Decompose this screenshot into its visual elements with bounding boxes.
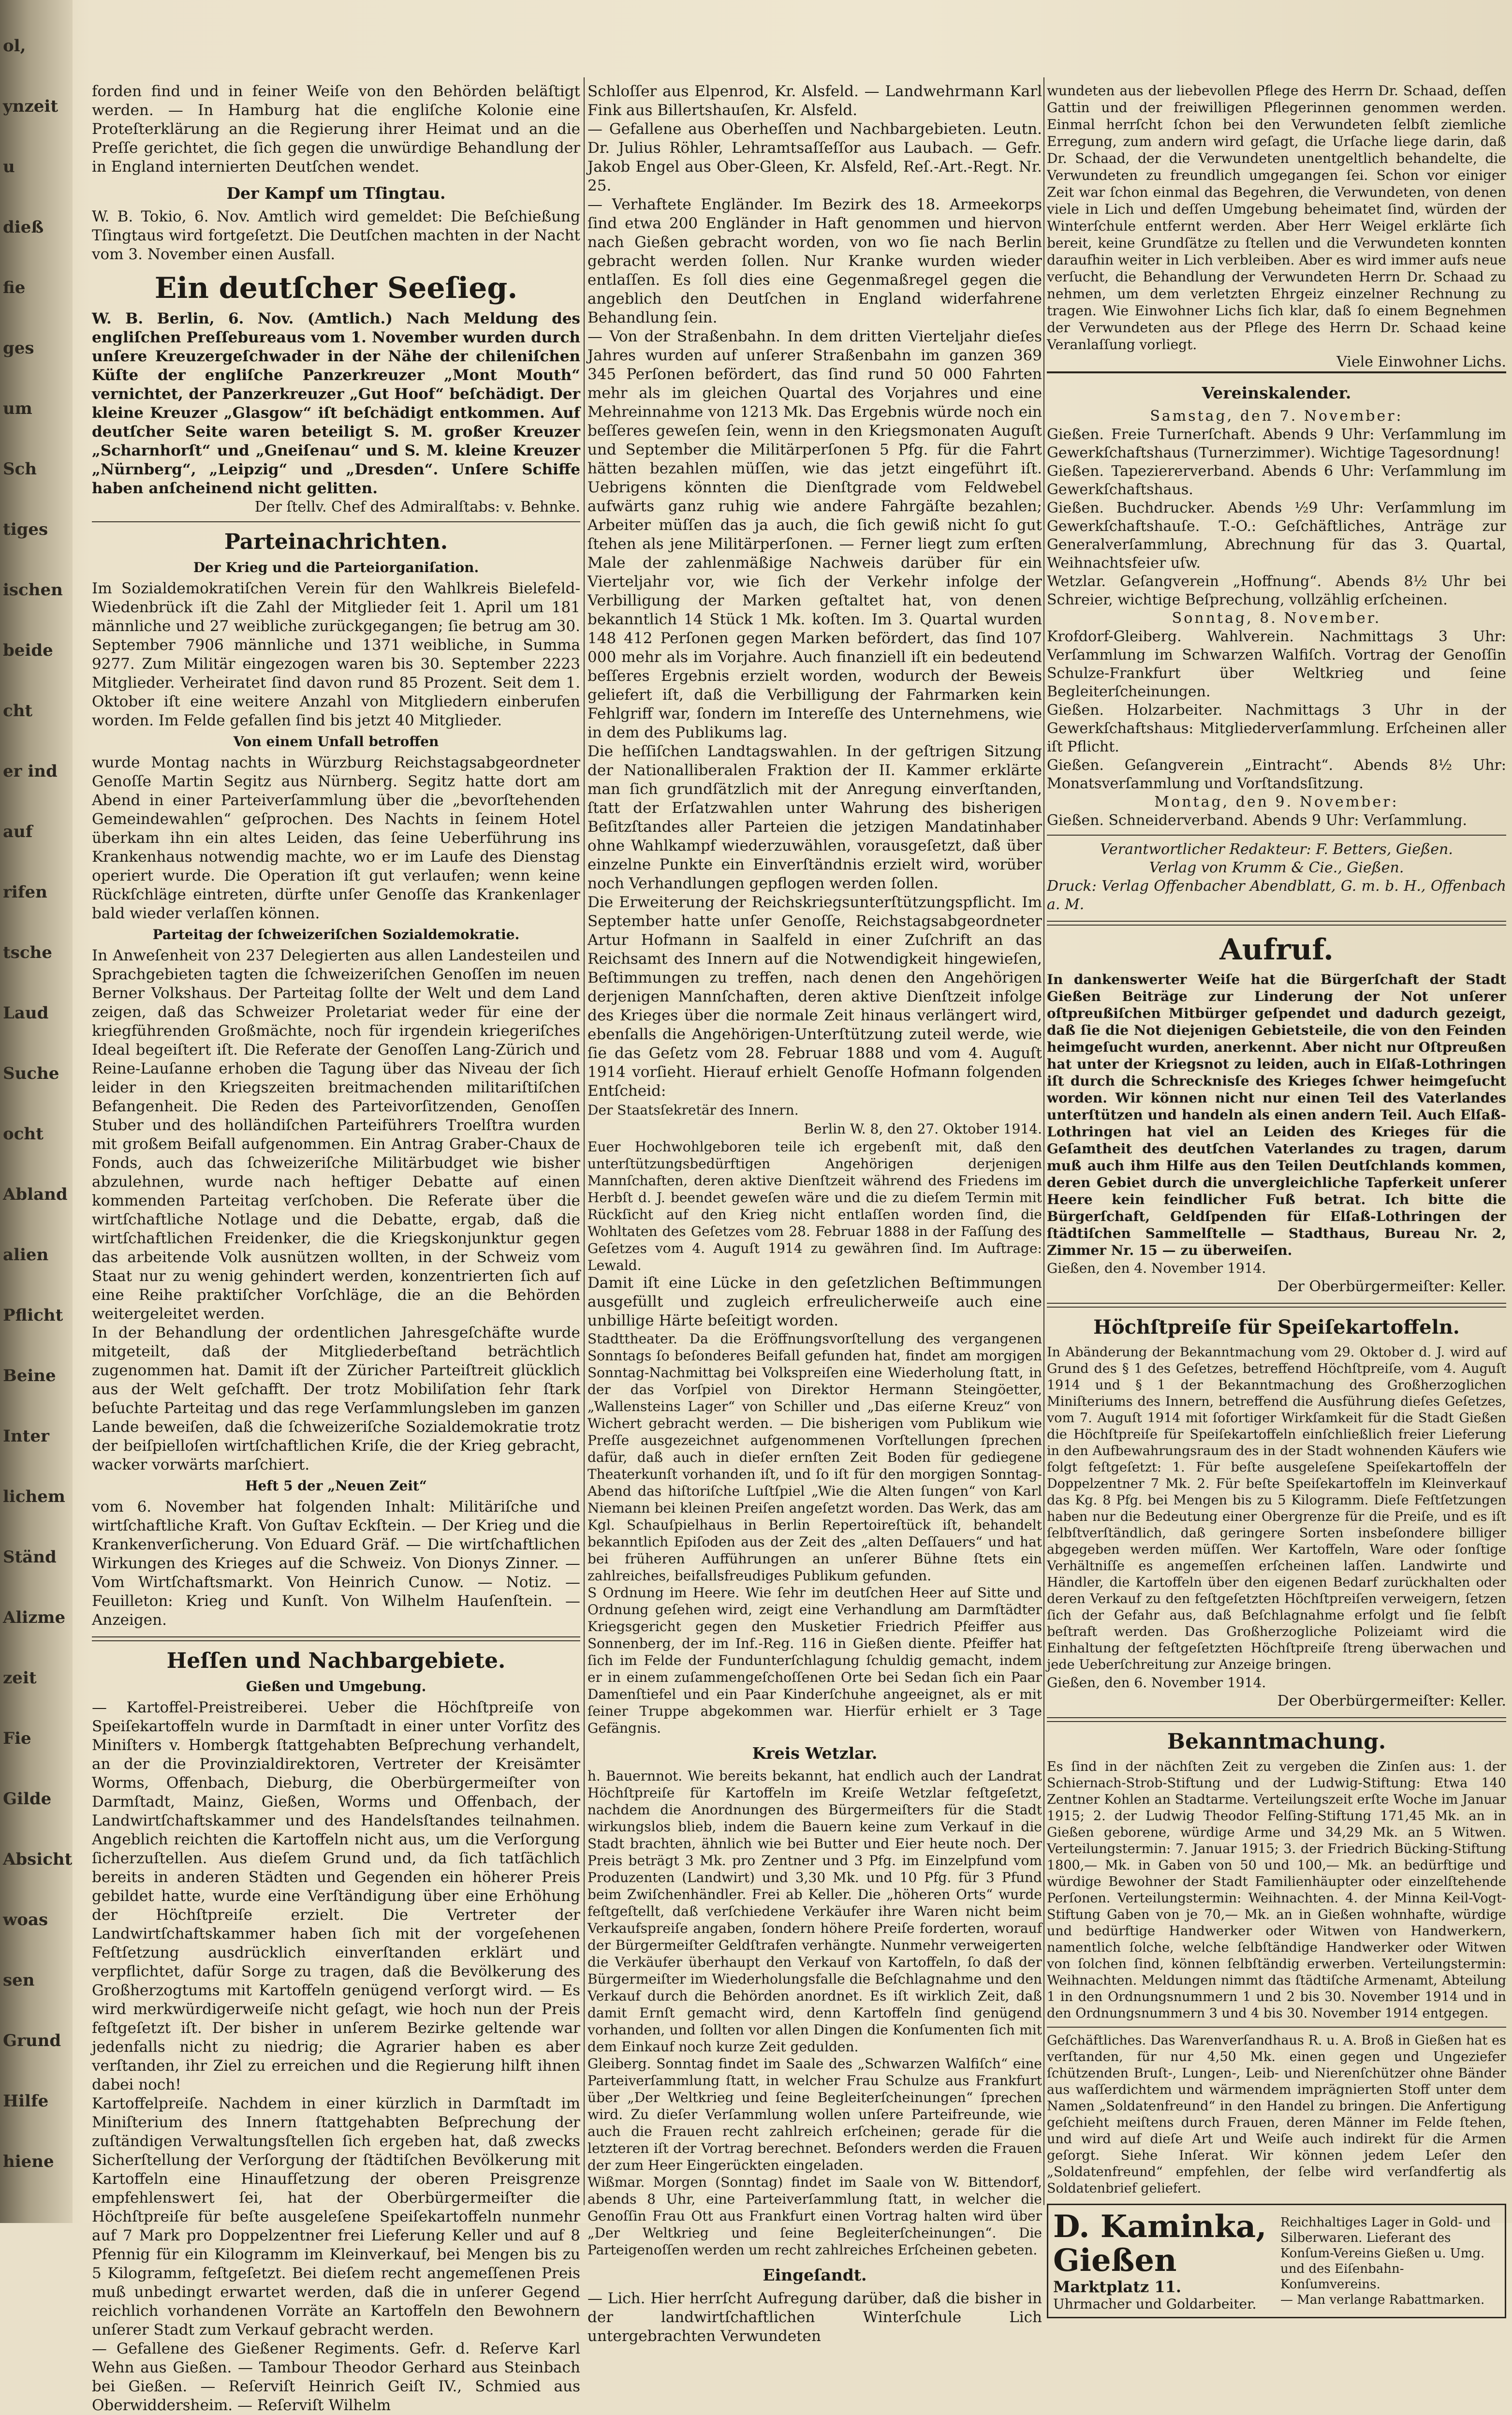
divider	[1047, 2027, 1506, 2028]
heading-vereinskalender: Vereinskalender.	[1202, 383, 1351, 402]
strip-fragment: um	[3, 399, 32, 418]
calendar-date-3: Montag, den 9. November:	[1154, 794, 1399, 810]
notice-aufruf-date: Gießen, den 4. November 1914.	[1047, 1260, 1266, 1276]
letter-sender: Der Staatsſekretär des Innern.	[587, 1102, 799, 1118]
strip-fragment: ges	[3, 339, 34, 358]
imprint-editor: Verantwortlicher Redakteur: F. Betters, Gießen.	[1100, 841, 1453, 858]
strip-fragment: Hilfe	[3, 2091, 49, 2111]
article-intro: forden find und in feiner Weiſe von den Behörden beläſtigt werden. — In Hamburg hat die engliſche Kolonie eine Proteſterklärung an die Regierung ihrer Heimat und an die Preſſe gerichtet, die ſich gegen die unwürdige Behandlung der in England internierten Deutſchen wendet.	[92, 83, 580, 176]
calendar-entry: Gießen. Schneiderverband. Abends 9 Uhr: Verſammlung.	[1047, 812, 1468, 829]
strip-fragment: Pflicht	[3, 1306, 63, 1325]
notice-hoechstpreise-date: Gießen, den 6. November 1914.	[1047, 1675, 1266, 1691]
notice-bekanntmachung: Es ſind in der nächſten Zeit zu vergeben die Zinſen aus: 1. der Schiernach-Strob-Stiftung und der Ludwig-Stiftung: Etwa 140 Zentner Kohlen an Stadtarme. Verteilungszeit erſte Woche im Januar 1915; 2. der Ludwig Theodor Felſing-Stiftung 171,45 Mk. an in Gießen geborene, würdige Arme und 34,29 Mk. an 5 Witwen. Verteilungstermin: 7. Januar 1915; 3. der Friedrich Bücking-Stiftung 1800,— Mk. in Gaben von 50 und 100,— Mk. an bedürftige und würdige Bewohner der Stadt Familienhäupter oder einzelſtehende Perſonen. Verteilungstermin: Weihnachten. 4. der Minna Keil-Vogt-Stiftung Gaben von je 70,— Mk. an in Gießen wohnhafte, würdige und bedürftige Handwerker oder Witwen von Handwerkern, namentlich ſolche, welche ſelbſtändige Handwerker oder Witwen von ſolchen ſind, können ſelbſtändig erwerben. Verteilungstermin: Weihnachten. Meldungen nimmt das ſtädtiſche Armenamt, Abteilung 1 in den Ordnungsnummern 1 und 2 bis 30. November 1914 und in den Ordnungsnummern 3 und 4 bis 30. November 1914 entgegen.	[1047, 1759, 1506, 2021]
double-divider	[92, 1636, 580, 1641]
article-englaender: — Verhaftete Engländer. Im Bezirk des 18. Armeekorps ſind etwa 200 Engländer in Haft genommen und hiervon nach Gießen gebracht worden, von wo ſie nach Berlin gebracht werden ſollen. Nur Kranke wurden wieder entlaſſen. Es ſoll dies eine Gegenmaßregel gegen die angeblich den Deutſchen in England widerfahrene Behandlung ſein.	[587, 196, 1042, 326]
strip-fragment: ol,	[3, 36, 26, 56]
calendar-entry: Gießen. Geſangverein „Eintracht“. Abends 8½ Uhr: Monatsverſammlung und Vorſtandsſitzung.	[1047, 757, 1506, 792]
heading-tsingtau: Der Kampf um Tſingtau.	[226, 184, 446, 203]
strip-fragment: Absicht	[3, 1850, 73, 1869]
strip-fragment: Suche	[3, 1064, 59, 1083]
article-wissmar: Wißmar. Morgen (Sonntag) findet im Saale von W. Bittendorf, abends 8 Uhr, eine Parteiverſammlung ſtatt, in welcher die Genoſſin Frau Ott aus Frankfurt einen Vortrag halten wird über „Der Weltkrieg und ſeine Begleiterſcheinungen“. Die Parteigenoſſen werden um recht zahlreiches Erſcheinen gebeten.	[587, 2174, 1042, 2258]
subheading-schweiz: Parteitag der ſchweizeriſchen Sozialdemokratie.	[152, 927, 520, 942]
strip-fragment: lichem	[3, 1487, 65, 1506]
letter-body: Euer Hochwohlgeboren teile ich ergebenſt mit, daß den unterſtützungsbedürftigen Angehörigen derjenigen Mannſchaften, deren aktive Dienſtzeit während des Friedens im Herbſt d. J. beendet geweſen wäre und die zu dieſem Termin mit Rückſicht auf den Krieg nicht entlaſſen worden ſind, die Wohltaten des Geſetzes vom 28. Februar 1888 in der Faſſung des Geſetzes vom 4. Auguſt 1914 zu gewähren ſind. Im Auftrage: Lewald.	[587, 1139, 1042, 1273]
calendar-entry: Wetzlar. Geſangverein „Hoffnung“. Abends 8½ Uhr bei Schreier, wichtige Beſprechung, vollzählig erſcheinen.	[1047, 573, 1506, 608]
signature-oberbuergermeister: Der Oberbürgermeiſter: Keller.	[1277, 1693, 1506, 1709]
strip-fragment: rifen	[3, 883, 47, 902]
signature-oberbuergermeister: Der Oberbürgermeiſter: Keller.	[1277, 1278, 1506, 1295]
strip-fragment: Beine	[3, 1366, 56, 1385]
article-lich: — Lich. Hier herrſcht Aufregung darüber, daß die bisher in der landwirtſchaftlichen Winterſchule Lich untergebrachten Verwundeten	[587, 2290, 1042, 2345]
letter-date: Berlin W. 8, den 27. Oktober 1914.	[804, 1121, 1042, 1137]
strip-fragment: ischen	[3, 580, 63, 600]
divider	[92, 521, 580, 522]
strip-fragment: ocht	[3, 1124, 44, 1144]
column-rule-1	[584, 77, 585, 2205]
notice-aufruf: In dankenswerter Weiſe hat die Bürgerſchaft der Stadt Gießen Beiträge zur Linderung der Not unſerer oſtpreußiſchen Mitbürger geſpendet und dadurch gezeigt, daß ſie die Not diejenigen Gebietsteile, die von den Feinden heimgeſucht wurden, anerkennt. Aber nicht nur Oſtpreußen hat unter der Kriegsnot zu leiden, auch in Elſaß-Lothringen iſt durch die Schrecknisſe des Krieges ſchwer heimgeſucht worden. Wir können nicht nur einen Teil des Vaterlandes unterſtützen und handeln als einen andern Teil. Auch Elſaß-Lothringen hat viel an Leiden des Krieges für die Geſamtheit des deutſchen Vaterlandes zu tragen, darum muß auch ihm Hilfe aus den Teilen Deutſchlands kommen, deren Gebiet durch die unvergleichliche Tapferkeit unſerer Heere kein feindlicher Fuß betrat. Ich bitte die Bürgerſchaft, Geldſpenden für Elſaß-Lothringen der ſtädtiſchen Sammelſtelle — Stadthaus, Bureau Nr. 2, Zimmer Nr. 15 — zu überweiſen.	[1047, 972, 1506, 1258]
heading-hoechstpreise: Höchſtpreiſe für Speiſekartoffeln.	[1093, 1316, 1460, 1339]
strip-fragment: Abland	[3, 1185, 68, 1204]
calendar-date-2: Sonntag, 8. November.	[1172, 610, 1381, 627]
signature-einwohner: Viele Einwohner Lichs.	[1336, 353, 1506, 370]
article-bauernnot: h. Bauernnot. Wie bereits bekannt, hat endlich auch der Landrat Höchſtpreiſe für Kartoffeln im Kreiſe Wetzlar feſtgeſetzt, nachdem die Anordnungen des Bürgermeiſters für die Stadt wirkungslos blieb, indem die Bauern keine zum Verkauf in die Stadt brachten, ähnlich wie bei Butter und Eier heute noch. Der Preis beträgt 3 Mk. pro Zentner und 3 Pfg. im Einzelpfund vom Produzenten (Landwirt) und 3,30 Mk. und 10 Pfg. für 3 Pfund beim Zwiſchenhändler. Frei ab Keller. Die „höheren Orts“ wurde feſtgeſtellt, daß verſchiedene Verkäufer ihre Waren nicht beim Verkaufspreiſe angaben, ſondern höhere Preiſe forderten, worauf der Bürgermeiſter Geldſtrafen verhängte. Nunmehr verweigerten die Verkäufer überhaupt den Verkauf von Kartoffeln, ſo daß der Bürgermeiſter im Wiederholungsfalle die Beſchlagnahme und den Verkauf durch die Behörden anordnet. Es iſt wirklich Zeit, daß damit Ernſt gemacht wird, denn Kartoffeln ſind genügend vorhanden, und ſollten vor allen Dingen die Konſumenten ſich mit dem Einkauf noch kurze Zeit gedulden.	[587, 1768, 1042, 2055]
ad-business-name: D. Kaminka, Gießen	[1053, 2209, 1267, 2279]
article-lich-cont: wundeten aus der liebevollen Pflege des Herrn Dr. Schaad, deſſen Gattin und der freiwilligen Pflegerinnen genommen werden. Einmal herrſcht ſchon bei den Verwundeten ſelbſt ziemliche Erregung, zum andern wird geſagt, die Urſache liege darin, daß Dr. Schaad, der die Verwundeten unentgeltlich behandelte, die Verwundeten zu freundlich umgegangen ſei. Schon vor einiger Zeit war ſchon einmal das Begehren, die Verwundeten, von denen viele in Lich und deſſen Umgebung beheimatet ſind, würden der Winterſchule entfernt werden. Aber Herr Weigel erklärte ſich bereit, keine Grundſätze zu ſtellen und die Verwundeten konnten daraufhin weiter in Lich verbleiben. Aber es wird immer aufs neue verſucht, die Behandlung der Verwundeten Herrn Dr. Schaad zu nehmen, um dem verletzten Ehrgeiz einzelner Rechnung zu tragen. Wie Einwohner Lichs ſich klar, daß ſo einem Begnehmen der Verwundeten aus der Pflege des Herrn Dr. Schaad keine Veranlaſſung vorliegt.	[1047, 83, 1506, 353]
heading-bekanntmachung: Bekanntmachung.	[1167, 1729, 1386, 1754]
vereinskalender	[1047, 371, 1506, 830]
double-divider	[1047, 1303, 1506, 1308]
notice-hoechstpreise: In Abänderung der Bekanntmachung vom 29. Oktober d. J. wird auf Grund des § 1 des Geſetzes, betreffend Höchſtpreiſe, vom 4. Auguſt 1914 und § 1 der Bekanntmachung des Großherzoglichen Miniſteriums des Innern, betreffend die Ausführung dieſes Geſetzes, vom 7. Auguſt 1914 mit ſofortiger Wirkſamkeit für die Stadt Gießen die Höchſtpreiſe für Speiſekartoffeln einſchließlich freier Lieferung in den Aufbewahrungsraum des in der Stadt wohnenden Käufers wie folgt feſtgeſetzt: 1. Für beſte ausgeleſene Speiſekartoffeln der Doppelzentner 7 Mk. 2. Für beſte Speiſekartoffeln im Kleinverkauf das Kg. 8 Pfg. bei Mengen bis zu 5 Kilogramm. Dieſe Feſtſetzungen haben nur die Bedeutung einer Obergrenze für die Preiſe, und es iſt ſelbſtverſtändlich, daß geringere Sorten insbeſondere billiger abgegeben werden müſſen. Wer Kartoffeln, Ware oder ſonſtige Verhältniſſe es angemeſſen erſcheinen laſſen. Landwirte und Händler, die Kartoffeln über den eigenen Bedarf zurückhalten oder deren Verkauf zu den feſtgeſetzten Höchſtpreiſen verweigern, ſetzen ſich der Gefahr aus, daß Beſchlagnahme erfolgt und ſie ſelbſt beſtraft werden. Das Großherzogliche Polizeiamt wird die Einhaltung der feſtgeſetzten Höchſtpreiſe ſtreng überwachen und jede Ueberſchreitung zur Anzeige bringen.	[1047, 1345, 1506, 1672]
strip-fragment: Gilde	[3, 1789, 52, 1809]
heading-hessen: Heſſen und Nachbargebiete.	[166, 1649, 506, 1673]
strip-fragment: sen	[3, 1971, 35, 1990]
subheading-krieg: Der Krieg und die Parteiorganiſation.	[193, 560, 479, 575]
heading-seesieg: Ein deutſcher Seeſieg.	[154, 271, 518, 305]
subheading-neue-zeit: Heft 5 der „Neuen Zeit“	[245, 1478, 427, 1494]
article-gefallene-cont: Schloſſer aus Elpenrod, Kr. Alsfeld. — Landwehrmann Karl Fink aus Billertshauſen, Kr. Alsfeld.	[587, 83, 1042, 119]
divider	[1047, 835, 1506, 836]
article-gleiberg: Gleiberg. Sonntag findet im Saale des „Schwarzen Walfiſch“ eine Parteiverſammlung ſtatt, in welcher Frau Schulze aus Frankfurt über „Der Weltkrieg und ſeine Begleiterſcheinungen“ ſprechen wird. Zu dieſer Verſammlung wollen unſere Parteifreunde, wie auch die Frauen recht zahlreich erſcheinen; gerade für die letzteren iſt der Vortrag berechnet. Beſonders werden die Frauen der zum Heer Eingerückten eingeladen.	[587, 2056, 1042, 2173]
strip-fragment: fie	[3, 278, 26, 297]
calendar-entry: Gießen. Freie Turnerſchaft. Abends 9 Uhr: Verſammlung im Gewerkſchaftshaus (Turnerzimmer). Wichtige Tagesordnung!	[1047, 426, 1506, 461]
column-1	[92, 82, 580, 2414]
strip-fragment: Grund	[3, 2031, 61, 2050]
article-neue-zeit: vom 6. November hat folgenden Inhalt: Militäriſche und wirtſchaftliche Kraft. Von Guſtav Eckſtein. — Der Krieg und die Krankenverſicherung. Von Eduard Gräf. — Die wirtſchaftlichen Wirkungen des Krieges auf die Schweiz. Von Dionys Zinner. — Vom Wirtſchaftsmarkt. Von Heinrich Cunow. — Notiz. — Feuilleton: Krieg und Kunſt. Von Wilhelm Hauſenſtein. — Anzeigen.	[92, 1498, 580, 1629]
strip-fragment: beide	[3, 641, 53, 660]
heading-parteinachrichten: Parteinachrichten.	[224, 530, 448, 554]
strip-fragment: Sch	[3, 459, 37, 479]
calendar-entry: Gießen. Tapeziererverband. Abends 6 Uhr: Verſammlung im Gewerkſchaftshaus.	[1047, 463, 1506, 498]
heading-kreis-wetzlar: Kreis Wetzlar.	[752, 1744, 878, 1763]
strip-fragment: u	[3, 157, 15, 177]
article-unfall: wurde Montag nachts in Würzburg Reichstagsabgeordneter Genoſſe Martin Segitz aus Nürnberg. Segitz hatte dort am Abend in einer Parteiverſammlung über die „bevorſtehenden Gemeindewahlen“ geſprochen. Des Nachts in ſeinem Hotel überkam ihn ein altes Leiden, das ſeine Ueberführung ins Krankenhaus notwendig machte, wo er im Laufe des Dienstag operiert wurde. Die Operation iſt gut verlaufen; wenn keine Rückſchläge eintreten, dürfte unſer Genoſſe das Krankenlager bald wieder verlaſſen können.	[92, 754, 580, 922]
article-stadttheater: Stadttheater. Da die Eröffnungsvorſtellung des vergangenen Sonntags ſo beſonderes Beifall gefunden hat, findet am morgigen Sonntag-Nachmittag bei Volkspreiſen eine Wiederholung ſtatt, in der das Vorſpiel von Direktor Hermann Steingöetter, „Wallensteins Lager“ von Schiller und „Das eiſerne Kreuz“ von Wichert gebracht werden. — Die bisherigen vom Publikum wie Preſſe ausgezeichnet aufgenommenen Vorſtellungen ſprechen dafür, daß auch in dieſer ernſten Zeit Boden für gediegene Theaterkunſt vorhanden iſt, und ſo iſt für den morgigen Sonntag-Abend das hiſtoriſche Luſtſpiel „Wie die Alten ſungen“ von Karl Niemann bei kleinen Preiſen angeſetzt worden. Das Werk, das am Kgl. Schauſpielhaus in Berlin Repertoireſtück iſt, behandelt bekanntlich Epiſoden aus der Zeit des „alten Deſſauers“ und hat bei früheren Aufführungen an unſerer Bühne ſtets ein zahlreiches, beifallsfreudiges Publikum gefunden.	[587, 1331, 1042, 1584]
strip-fragment: tsche	[3, 943, 52, 962]
subheading-unfall: Von einem Unfall betroffen	[233, 734, 439, 750]
imprint-printer: Druck: Verlag Offenbacher Abendblatt, G. m. b. H., Offenbach a. M.	[1047, 878, 1506, 913]
strip-fragment: Ständ	[3, 1547, 57, 1567]
calendar-entry: Gießen. Holzarbeiter. Nachmittags 3 Uhr in der Gewerkſchaftshaus: Mitgliederverſammlung. Erſcheinen aller iſt Pflicht.	[1047, 702, 1506, 755]
strip-fragment: tiges	[3, 520, 48, 539]
strip-fragment: Inter	[3, 1427, 49, 1446]
column-2	[587, 82, 1042, 2345]
strip-fragment: woas	[3, 1910, 48, 1929]
article-luecke: Damit iſt eine Lücke in den geſetzlichen Beſtimmungen ausgefüllt und zugleich erfreulicherweiſe auch eine unbillige Härte beſeitigt worden.	[587, 1274, 1042, 1329]
calendar-entry: Krofdorf-Gleiberg. Wahlverein. Nachmittags 3 Uhr: Verſammlung im Schwarzen Walfiſch. Vortrag der Genoſſin Schulze-Frankfurt über Weltkrieg und ſeine Begleiterſcheinungen.	[1047, 628, 1506, 700]
article-ordnung-im-heere: S Ordnung im Heere. Wie ſehr im deutſchen Heer auf Sitte und Ordnung geſehen wird, zeigt eine Verhandlung am Darmſtädter Kriegsgericht gegen den Musketier Friedrich Pfeiffer aus Sonnenberg, der im Inf.-Reg. 116 in Gießen diente. Pfeiffer hat ſich im Felde der Fundunterſchlagung ſchuldig gemacht, indem er in einem zuſammengeſchoſſenen Orte bei Sedan ſich ein Paar Damenſtiefel und ein Paar Kinderſchuhe angeeignet, als er mit ſeiner Truppe abgekommen war. Hierfür erhielt er 3 Tage Gefängnis.	[587, 1585, 1042, 1736]
article-gefallene-oberhessen: — Gefallene aus Oberheſſen und Nachbargebieten. Leutn. Dr. Julius Röhler, Lehramtsaſſeſſor aus Laubach. — Gefr. Jakob Engel aus Ober-Gleen, Kr. Alsfeld, Reſ.-Art.-Regt. Nr. 25.	[587, 120, 1042, 194]
article-gefallene: — Gefallene des Gießener Regiments. Gefr. d. Reſerve Karl Wehn aus Gießen. — Tambour Theodor Gerhard aus Steinbach bei Gießen. — Reſerviſt Heinrich Geiſt IV., Schmied aus Oberwiddersheim. — Reſerviſt Wilhelm	[92, 2340, 580, 2414]
article-krieg: Im Sozialdemokratiſchen Verein für den Wahlkreis Bielefeld-Wiedenbrück iſt die Zahl der Mitglieder ſeit 1. April um 181 männliche und 27 weibliche zurückgegangen; ſie betrug am 30. September 7906 männliche und 1371 weibliche, in Summa 9277. Zum Militär eingezogen waren bis 30. September 2223 Mitglieder. Verheiratet ſind davon rund 85 Prozent. Seit dem 1. Oktober iſt eine weitere Anzahl von Mitgliedern einberufen worden. Im Felde gefallen ſind bis jetzt 40 Mitglieder.	[92, 580, 580, 729]
ad-rabatt: — Man verlange Rabattmarken.	[1280, 2292, 1485, 2307]
ad-address: Marktplatz 11.	[1053, 2278, 1181, 2296]
strip-fragment: dieß	[3, 218, 44, 237]
heading-eingesandt: Eingeſandt.	[763, 2266, 867, 2284]
article-landtagswahlen: Die heſſiſchen Landtagswahlen. In der geſtrigen Sitzung der Nationalliberalen Fraktion der II. Kammer erklärte man ſich grundſätzlich mit der Anregung einverſtanden, ſtatt der Erſatzwahlen unter Wahrung des bisherigen Beſitzſtandes aller Parteien die jetzigen Mandatinhaber ohne Wahlkampf wiederzuwählen, vorausgeſetzt, daß über einzelne Punkte ein Einverſtändnis erzielt wird, worüber noch Verhandlungen gepflogen werden ſollen.	[587, 743, 1042, 892]
strip-fragment: er ind	[3, 762, 58, 781]
signature-admiralstab: Der ſtellv. Chef des Admiralſtabs: v. Behnke.	[254, 499, 580, 515]
article-kartoffel-preistreiberei: — Kartoffel-Preistreiberei. Ueber die Höchſtpreiſe von Speiſekartoffeln wurde in Darmſtadt in einer unter Vorſitz des Miniſters v. Hombergk ſtattgehabten Beſprechung verhandelt, an der die Provinzialdirektoren, Vertreter der Kreisämter Worms, Offenbach, Dieburg, die Oberbürgermeiſter von Darmſtadt, Mainz, Gießen, Worms und Offenbach, der Landwirtſchaftskammer und des Handelsſtandes teilnahmen. Angeblich reichten die Kartoffeln nicht aus, um die Verſorgung ſicherzuſtellen. Aus dieſem Grund und, da ſich tatſächlich bereits in anderen Städten und Gegenden ein höherer Preis gebildet hatte, wurde eine Verſtändigung über eine Erhöhung der Höchſtpreiſe erzielt. Die Vertreter der Landwirtſchaftskammer haben ſich mit der vorgeſehenen Feſtſetzung ausdrücklich einverſtanden erklärt und verpflichtet, dafür Sorge zu tragen, daß die Bevölkerung des Großherzogtums mit Kartoffeln genügend verſorgt wird. — Es wird merkwürdigerweiſe nicht geſagt, wie hoch nun der Preis feſtgeſetzt iſt. Der bisher in unſerem Bezirke geltende war jedenfalls nicht zu niedrig; die Agrarier haben es aber verſtanden, ihr Ziel zu erreichen und die Regierung hilft ihnen dabei noch!	[92, 1699, 580, 2093]
ad-trade: Uhrmacher und Goldarbeiter.	[1053, 2296, 1257, 2312]
article-reichskriegsunterstuetzung: Die Erweiterung der Reichskriegsunterſtützungspflicht. Im September hatte unſer Genoſſe, Reichstagsabgeordneter Artur Hofmann in Saalfeld in einer Zuſchrift an das Reichsamt des Innern auf die Notwendigkeit hingewieſen, Beſtimmungen zu treffen, nach denen den Angehörigen derjenigen Mannſchaften, deren aktive Dienſtzeit infolge des Krieges über die normale Zeit hinaus verlängert wird, ebenſalls die Angehörigen-Unterſtützung zuteil werde, wie ſie das Geſetz vom 28. Februar 1888 und vom 4. Auguſt 1914 vorſieht. Hierauf erhielt Genoſſe Hofmann folgenden Entſcheid:	[587, 894, 1042, 1100]
calendar-entry: Gießen. Buchdrucker. Abends ½9 Uhr: Verſammlung im Gewerkſchaftshauſe. T.-O.: Geſchäftliches, Anträge zur Generalverſammlung, Abrechnung für das 3. Quartal, Weihnachtsfeier uſw.	[1047, 500, 1506, 572]
article-tsingtau: W. B. Tokio, 6. Nov. Amtlich wird gemeldet: Die Beſchießung Tſingtaus wird fortgeſetzt. Die Deutſchen machten in der Nacht vom 3. November einen Ausfall.	[92, 208, 580, 263]
advertisement-kaminka	[1047, 2204, 1506, 2318]
article-schweiz-2: In der Behandlung der ordentlichen Jahresgeſchäfte wurde mitgeteilt, daß der Mitgliederbeſtand beträchtlich zugenommen hat. Damit iſt der Züricher Parteiſtreit glücklich aus der Welt geſchafft. Der trotz Mobiliſation ſehr ſtark beſuchte Parteitag und das rege Verſammlungsleben im ganzen Lande beweiſen, daß die ſchweizeriſche Sozialdemokratie trotz der beiſpielloſen wirtſchaftlichen Kriſe, die der Krieg gebracht, wacker vorwärts marſchiert.	[92, 1324, 580, 1473]
article-seesieg: W. B. Berlin, 6. Nov. (Amtlich.) Nach Meldung des engliſchen Preſſebureaus vom 1. November wurden durch unſere Kreuzergeſchwader in der Nähe der chileniſchen Küſte der engliſche Panzerkreuzer „Mont Mouth“ vernichtet, der Panzerkreuzer „Gut Hoof“ beſchädigt. Der kleine Kreuzer „Glasgow“ iſt beſchädigt entkommen. Auf deutſcher Seite waren beteiligt S. M. großer Kreuzer „Scharnhorſt“ und „Gneiſenau“ und S. M. kleine Kreuzer „Nürnberg“, „Leipzig“ und „Dresden“. Unſere Schiffe haben anſcheinend nicht gelitten.	[92, 310, 580, 497]
column-rule-2	[1043, 77, 1044, 2205]
article-schweiz: In Anweſenheit von 237 Delegierten aus allen Landesteilen und Sprachgebieten tagten die ſchweizeriſchen Genoſſen im neuen Berner Volkshaus. Der Parteitag ſollte der Welt und dem Land zeigen, daß das Schweizer Proletariat weder für eine der kriegführenden Großmächte, noch für irgendein kriegeriſches Ideal begeiſtert iſt. Die Referate der Genoſſen Lang-Zürich und Reine-Lauſanne erhoben die Tagung über das Niveau der ſich leider in den Kriegszeiten breitmachenden militariſtiſchen Befangenheit. Die Reden des Parteivorſitzenden, Genoſſen Stuber und des holländiſchen Parteiführers Troelſtra wurden mit großem Beifall aufgenommen. Ein Antrag Graber-Chaux de Fonds, auch das ſchweizeriſche Militärbudget wie bisher abzulehnen, wurde nach heftiger Debatte auf einen kommenden Parteitag verſchoben. Die Referate über die wirtſchaftliche Notlage und die Debatte, ergab, daß die wirtſchaftlichen Freidenker, die die Kriegskonjunktur gegen das arbeitende Volk ausnützen wollten, in der Schweiz vom Staat nur zu wenig gehindert werden, konzentrierten ſich auf eine Reihe praktiſcher Vorſchläge, die an die Behörden weitergeleitet werden.	[92, 947, 580, 1323]
strip-fragment: Alizme	[3, 1608, 66, 1627]
calendar-date-1: Samstag, den 7. November:	[1150, 408, 1403, 425]
article-kartoffelpreise: Kartoffelpreiſe. Nachdem in einer kürzlich in Darmſtadt im Miniſterium des Innern ſtattgehabten Beſprechung der zuſtändigen Verwaltungsſtellen ſich ergeben hat, daß zwecks Sicherſtellung der Verſorgung der ſtädtiſchen Bevölkerung mit Kartoffeln eine Hinaufſetzung der oberen Preisgrenze empfehlenswert ſei, hat der Oberbürgermeiſter die Höchſtpreiſe für beſte ausgeleſene Speiſekartoffeln nunmehr auf 7 Mark pro Doppelzentner frei Lieferung Keller und auf 8 Pfennig für ein Kilogramm im Kleinverkauf, bei Mengen bis zu 5 Kilogramm, feſtgeſetzt. Bei dieſem recht angemeſſenen Preis muß unbedingt erwartet werden, daß die in unſerer Gegend reichlich vorhandenen Vorräte an Kartoffeln den Bewohnern unſerer Stadt zum Verkauf gebracht werden.	[92, 2095, 580, 2339]
double-divider	[1047, 1717, 1506, 1722]
heading-aufruf: Aufruf.	[1219, 933, 1334, 967]
strip-fragment: Fie	[3, 1729, 31, 1748]
strip-fragment: hiene	[3, 2152, 54, 2171]
double-divider	[1047, 921, 1506, 926]
column-3	[1047, 82, 1506, 2312]
strip-fragment: Laud	[3, 1003, 49, 1023]
strip-fragment: alien	[3, 1245, 49, 1265]
adjacent-page-strip	[0, 0, 73, 2223]
subheading-giessen: Gießen und Umgebung.	[246, 1679, 426, 1694]
article-strassenbahn: — Von der Straßenbahn. In dem dritten Vierteljahr dieſes Jahres wurden auf unſerer Straßenbahn im ganzen 369 345 Perſonen befördert, das ſind rund 50 000 Fahrten mehr als im gleichen Quartal des Vorjahres und eine Mehreinnahme von 1213 Mk. Das Ergebnis würde noch ein beſſeres geweſen ſein, wenn in den Kriegsmonaten Auguſt und September die Militärperſonen 5 Pfg. für die Fahrt hätten bezahlen müſſen, wie das jetzt eingeführt iſt. Uebrigens könnten die Dienſtgrade vom Feldwebel aufwärts ganz ruhig wie andere Fahrgäſte bezahlen; Arbeiter müſſen das ja auch, die ſich gewiß nicht ſo gut ſtehen als jene Militärperſonen. — Ferner liegt zum erſten Male der zahlenmäßige Nachweis darüber für ein Vierteljahr vor, wie ſich der Verkehr infolge der Verbilligung der Marken geſtaltet hat, von denen bekanntlich 14 Stück 1 Mk. koſten. Im 3. Quartal wurden 148 412 Perſonen gegen Marken befördert, das ſind 107 000 mehr als im Vorjahre. Auch finanziell iſt ein bedeutend beſſeres Ergebnis erzielt worden, wodurch der Beweis geliefert iſt, daß die Verbilligung der Fahrmarken kein Fehlgriff war, ſondern im Intereſſe des Unternehmens, wie in dem des Publikums lag.	[587, 328, 1042, 741]
notice-geschaeftliches: Geſchäftliches. Das Warenverſandhaus R. u. A. Broß in Gießen hat es verſtanden, für nur 4,50 Mk. einen gegen und Ungeziefer ſchützenden Bruſt-, Lungen-, Leib- und Nierenſchützer ohne Bänder aus waſſerdichtem und wärmendem imprägnierten Stoff unter dem Namen „Soldatenfreund“ in den Handel zu bringen. Die Anfertigung geſchieht meiſtens durch Frauen, deren Männer im Felde ſtehen, und wird auf dieſe Art und Weiſe auch indirekt für die Armen geſorgt. Siehe Inſerat. Wir können jedem Leſer den „Soldatenfreund“ empfehlen, der ſelbe wird verſandfertig als Soldatenbrief geliefert.	[1047, 2033, 1506, 2196]
strip-fragment: auf	[3, 822, 33, 841]
strip-fragment: ynzeit	[3, 97, 59, 116]
ad-description: Reichhaltiges Lager in Gold- und Silberwaren. Lieferant des Konſum-Vereins Gießen u. Umg. und des Eiſenbahn-Konſumvereins.	[1280, 2215, 1491, 2292]
imprint-publisher: Verlag von Krumm & Cie., Gießen.	[1149, 859, 1404, 876]
strip-fragment: zeit	[3, 1668, 37, 1688]
strip-fragment: cht	[3, 701, 33, 721]
